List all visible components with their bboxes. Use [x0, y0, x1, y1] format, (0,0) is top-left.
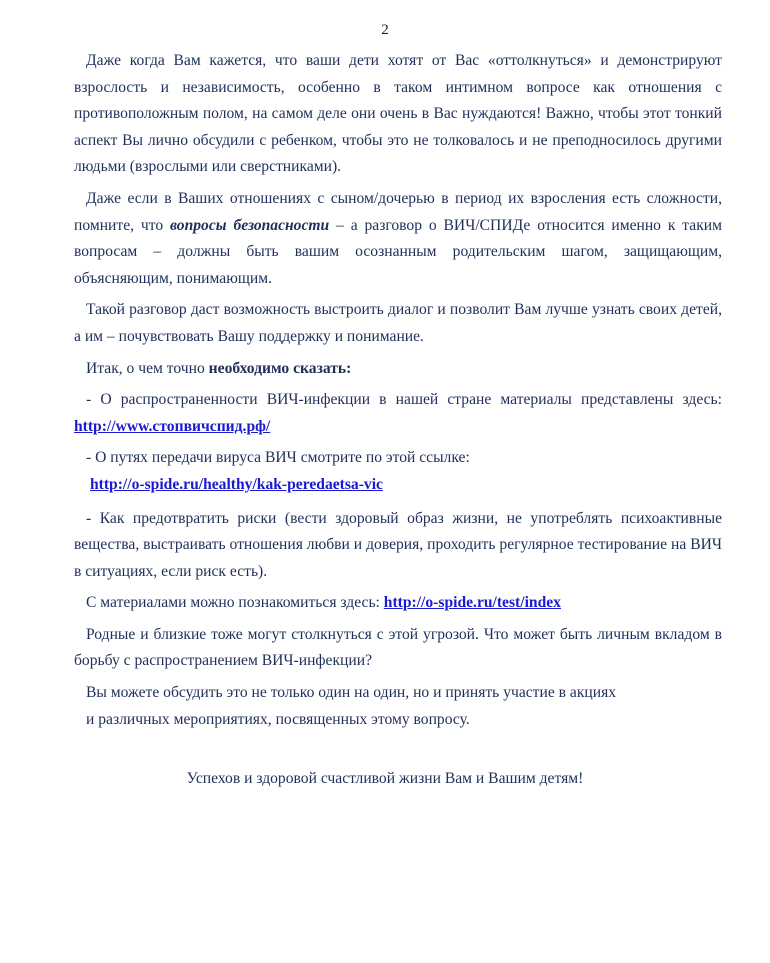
- paragraph-3: Такой разговор даст возможность выстроить диалог и позволит Вам лучше узнать своих детей, а им – почувствовать Вашу поддержку и понимание.: [74, 301, 722, 345]
- must-say-emphasis: необходимо сказать:: [208, 359, 352, 377]
- paragraph-2-text-end: – а разговор о ВИЧ/СПИДе относится именно к таким вопросам – должны быть вашим осознанным родительским шагом, защищающим, объясняющим, понимающим.: [74, 216, 722, 287]
- paragraph-actions-line-1: Вы можете обсудить это не только один на один, но и принять участие в акциях: [86, 684, 617, 702]
- paragraph-prevention: - Как предотвратить риски (вести здоровый образ жизни, не употреблять психоактивные вещества, выстраивать отношения любви и доверия, проходить регулярное тестирование на ВИЧ в ситуациях, если риск есть).: [74, 509, 722, 580]
- paragraph-actions-line-2: и различных мероприятиях, посвященных этому вопросу.: [86, 710, 470, 728]
- test-index-link[interactable]: http://o-spide.ru/test/index: [383, 594, 561, 612]
- paragraph-materials: [74, 590, 722, 617]
- transmission-link[interactable]: http://o-spide.ru/healthy/kak-peredaetsa-vic: [90, 475, 383, 493]
- safety-questions-emphasis: вопросы безопасности: [170, 216, 330, 234]
- prevalence-link[interactable]: http://www.стопвичспид.рф/: [74, 417, 271, 435]
- materials-text: С материалами можно познакомиться здесь:: [86, 594, 384, 612]
- paragraph-2: [74, 186, 722, 292]
- paragraph-transmission: - О путях передачи вируса ВИЧ смотрите по этой ссылке:: [86, 449, 470, 467]
- paragraph-prevalence: [74, 387, 722, 440]
- page-number: 2: [381, 22, 389, 38]
- paragraph-1: Даже когда Вам кажется, что ваши дети хотят от Вас «оттолкнуться» и демонстрируют взрослость и независимость, особенно в таком интимном вопросе как отношения с противоположным полом, на самом деле они очень в Вас нуждаются! Важно, чтобы этот тонкий аспект Вы лично обсудили с ребенком, чтобы это не толковалось и не преподносилось другими людьми (взрослыми или сверстниками).: [74, 52, 722, 176]
- paragraph-relatives: Родные и близкие тоже могут столкнуться с этой угрозой. Что может быть личным вкладом в борьбу с распространением ВИЧ-инфекции?: [74, 625, 722, 670]
- paragraph-4-text: Итак, о чем точно: [86, 359, 209, 377]
- closing-wish: Успехов и здоровой счастливой жизни Вам и Вашим детям!: [186, 770, 584, 787]
- prevalence-text: - О распространенности ВИЧ-инфекции в нашей стране материалы представлены здесь:: [86, 391, 722, 409]
- paragraph-2-text-start: Даже если в Ваших отношениях с сыном/дочерью в период их взросления есть сложности, помните, что: [74, 189, 722, 234]
- transmission-link-line: [74, 472, 722, 499]
- paragraph-4: [74, 356, 722, 383]
- document-body: [74, 48, 722, 738]
